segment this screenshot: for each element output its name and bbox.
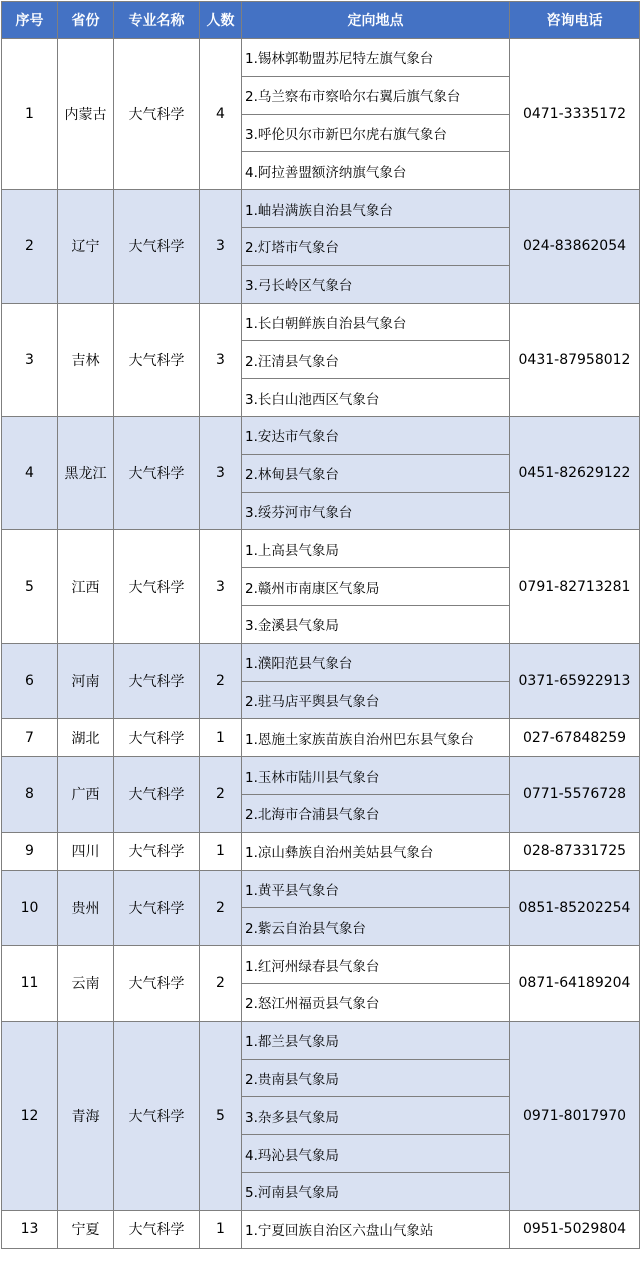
- location-cell: 5.河南县气象局: [242, 1172, 510, 1210]
- location-cell: 1.长白朝鲜族自治县气象台: [242, 303, 510, 341]
- row-number: 5: [2, 530, 58, 643]
- table-row: [2, 719, 640, 757]
- phone-cell: 0951-5029804: [510, 1210, 640, 1248]
- count-cell: 2: [200, 946, 242, 1022]
- placement-table: [1, 1, 640, 1249]
- location-cell: 1.锡林郭勒盟苏尼特左旗气象台: [242, 39, 510, 77]
- location-cell: 2.怒江州福贡县气象台: [242, 983, 510, 1021]
- phone-cell: 0851-85202254: [510, 870, 640, 946]
- count-cell: 3: [200, 303, 242, 416]
- location-cell: 2.北海市合浦县气象台: [242, 794, 510, 832]
- location-cell: 2.汪清县气象台: [242, 341, 510, 379]
- province-cell: 四川: [58, 832, 114, 870]
- row-number: 8: [2, 757, 58, 833]
- row-number: 2: [2, 190, 58, 303]
- location-cell: 3.杂多县气象局: [242, 1097, 510, 1135]
- location-cell: 1.玉林市陆川县气象台: [242, 757, 510, 795]
- row-number: 1: [2, 39, 58, 190]
- province-cell: 广西: [58, 757, 114, 833]
- count-cell: 1: [200, 832, 242, 870]
- province-cell: 黑龙江: [58, 416, 114, 529]
- header-province: 省份: [58, 2, 114, 39]
- count-cell: 2: [200, 643, 242, 719]
- location-cell: 1.濮阳范县气象台: [242, 643, 510, 681]
- major-cell: 大气科学: [114, 643, 200, 719]
- province-cell: 贵州: [58, 870, 114, 946]
- location-cell: 4.阿拉善盟额济纳旗气象台: [242, 152, 510, 190]
- major-cell: 大气科学: [114, 39, 200, 190]
- major-cell: 大气科学: [114, 1210, 200, 1248]
- header-no: 序号: [2, 2, 58, 39]
- count-cell: 3: [200, 530, 242, 643]
- table-row: [2, 1210, 640, 1248]
- table-row: [2, 946, 640, 984]
- location-cell: 1.岫岩满族自治县气象台: [242, 190, 510, 228]
- province-cell: 云南: [58, 946, 114, 1022]
- count-cell: 1: [200, 1210, 242, 1248]
- row-number: 3: [2, 303, 58, 416]
- major-cell: 大气科学: [114, 719, 200, 757]
- province-cell: 江西: [58, 530, 114, 643]
- major-cell: 大气科学: [114, 416, 200, 529]
- location-cell: 2.灯塔市气象台: [242, 227, 510, 265]
- table-row: [2, 416, 640, 454]
- location-cell: 3.金溪县气象局: [242, 605, 510, 643]
- phone-cell: 028-87331725: [510, 832, 640, 870]
- location-cell: 1.宁夏回族自治区六盘山气象站: [242, 1210, 510, 1248]
- province-cell: 河南: [58, 643, 114, 719]
- header-count: 人数: [200, 2, 242, 39]
- major-cell: 大气科学: [114, 946, 200, 1022]
- header-row: [2, 2, 640, 39]
- location-cell: 1.红河州绿春县气象台: [242, 946, 510, 984]
- count-cell: 4: [200, 39, 242, 190]
- major-cell: 大气科学: [114, 870, 200, 946]
- location-cell: 2.贵南县气象局: [242, 1059, 510, 1097]
- row-number: 4: [2, 416, 58, 529]
- row-number: 12: [2, 1021, 58, 1210]
- row-number: 6: [2, 643, 58, 719]
- location-cell: 1.黄平县气象台: [242, 870, 510, 908]
- count-cell: 1: [200, 719, 242, 757]
- table-row: [2, 190, 640, 228]
- phone-cell: 0791-82713281: [510, 530, 640, 643]
- phone-cell: 0451-82629122: [510, 416, 640, 529]
- location-cell: 1.上高县气象局: [242, 530, 510, 568]
- table-row: [2, 870, 640, 908]
- table-row: [2, 832, 640, 870]
- phone-cell: 0471-3335172: [510, 39, 640, 190]
- major-cell: 大气科学: [114, 303, 200, 416]
- table-row: [2, 39, 640, 77]
- province-cell: 青海: [58, 1021, 114, 1210]
- count-cell: 3: [200, 416, 242, 529]
- count-cell: 2: [200, 870, 242, 946]
- row-number: 7: [2, 719, 58, 757]
- location-cell: 1.凉山彝族自治州美姑县气象台: [242, 832, 510, 870]
- province-cell: 宁夏: [58, 1210, 114, 1248]
- location-cell: 2.驻马店平舆县气象台: [242, 681, 510, 719]
- location-cell: 2.林甸县气象台: [242, 454, 510, 492]
- phone-cell: 024-83862054: [510, 190, 640, 303]
- major-cell: 大气科学: [114, 757, 200, 833]
- count-cell: 5: [200, 1021, 242, 1210]
- phone-cell: 0431-87958012: [510, 303, 640, 416]
- table-row: [2, 643, 640, 681]
- major-cell: 大气科学: [114, 1021, 200, 1210]
- row-number: 13: [2, 1210, 58, 1248]
- major-cell: 大气科学: [114, 832, 200, 870]
- count-cell: 2: [200, 757, 242, 833]
- location-cell: 3.绥芬河市气象台: [242, 492, 510, 530]
- location-cell: 3.长白山池西区气象台: [242, 379, 510, 417]
- header-major: 专业名称: [114, 2, 200, 39]
- table-row: [2, 530, 640, 568]
- major-cell: 大气科学: [114, 530, 200, 643]
- phone-cell: 0871-64189204: [510, 946, 640, 1022]
- table-row: [2, 303, 640, 341]
- phone-cell: 0771-5576728: [510, 757, 640, 833]
- location-cell: 2.紫云自治县气象台: [242, 908, 510, 946]
- table-row: [2, 757, 640, 795]
- location-cell: 3.呼伦贝尔市新巴尔虎右旗气象台: [242, 114, 510, 152]
- major-cell: 大气科学: [114, 190, 200, 303]
- count-cell: 3: [200, 190, 242, 303]
- location-cell: 2.赣州市南康区气象局: [242, 568, 510, 606]
- phone-cell: 0371-65922913: [510, 643, 640, 719]
- province-cell: 辽宁: [58, 190, 114, 303]
- row-number: 9: [2, 832, 58, 870]
- location-cell: 1.安达市气象台: [242, 416, 510, 454]
- row-number: 10: [2, 870, 58, 946]
- location-cell: 1.恩施土家族苗族自治州巴东县气象台: [242, 719, 510, 757]
- location-cell: 1.都兰县气象局: [242, 1021, 510, 1059]
- phone-cell: 027-67848259: [510, 719, 640, 757]
- province-cell: 湖北: [58, 719, 114, 757]
- location-cell: 3.弓长岭区气象台: [242, 265, 510, 303]
- location-cell: 2.乌兰察布市察哈尔右翼后旗气象台: [242, 76, 510, 114]
- province-cell: 内蒙古: [58, 39, 114, 190]
- phone-cell: 0971-8017970: [510, 1021, 640, 1210]
- header-location: 定向地点: [242, 2, 510, 39]
- header-phone: 咨询电话: [510, 2, 640, 39]
- row-number: 11: [2, 946, 58, 1022]
- location-cell: 4.玛沁县气象局: [242, 1135, 510, 1173]
- province-cell: 吉林: [58, 303, 114, 416]
- table-row: [2, 1021, 640, 1059]
